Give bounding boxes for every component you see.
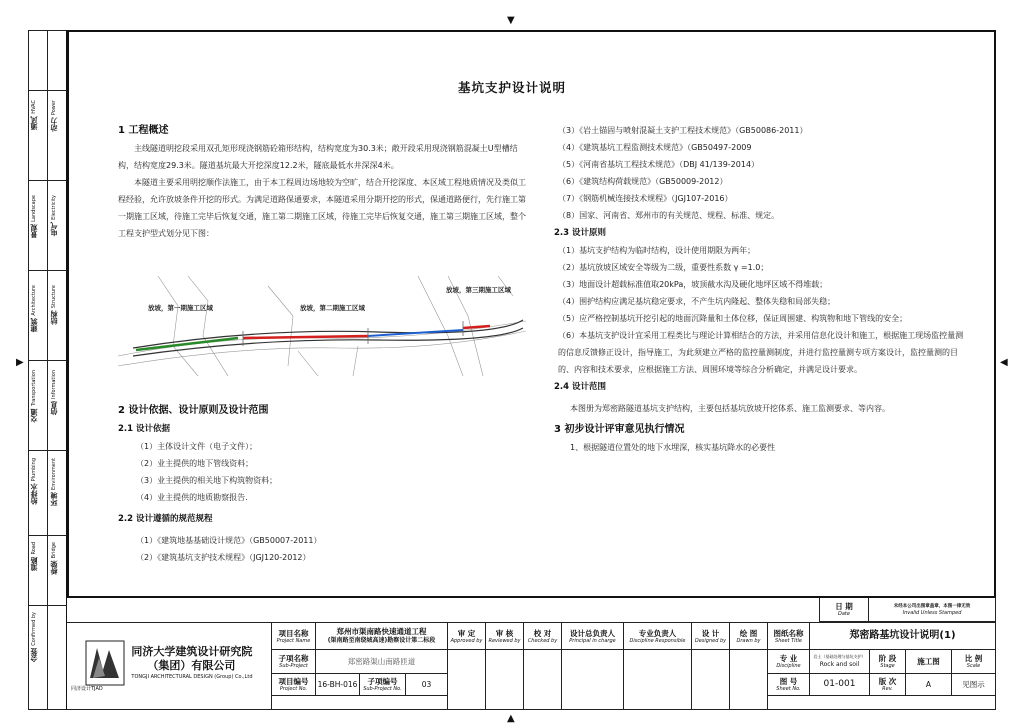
section-2-2-heading: 2.2 设计遵循的规范规程 [118,514,213,524]
code-item: （2）《建筑基坑支护技术规程》（JGJ120-2012） [136,553,311,562]
left-text-column [118,122,528,242]
role-approved: 审 定 Approved by [448,623,486,650]
company-name-cn-1: 同济大学建筑设计研究院 [131,644,253,658]
stage-value-cell: 施工图 [906,650,952,674]
project-no-value-cell: 16-BH-016 [316,674,360,696]
project-name-value-cell: 郑州市渠南路快速通道工程 (渠南路至南绕城高速)勘察设计第二标段 [316,623,448,650]
strip-label-plumbing: 给排水 Plumbing [30,458,38,505]
principle-item: （4）围护结构应满足基坑稳定要求，不产生坑内隆起、整体失稳和局部失稳； [558,297,836,306]
sub-project-label-cell: 子项名称 Sub-Project [272,650,316,674]
principle-item: （1）基坑支护结构为临时结构，设计使用期限为两年； [558,246,756,255]
scope-paragraph: 本图册为郑密路隧道基坑支护结构，主要包括基坑放坡开挖体系、施工监测要求、等内容。 [570,404,890,413]
right-text-column [554,122,964,456]
strip-label-hvac: 通风 HVAC [30,100,38,131]
principle-item: （3）地面设计超载标准值取20kPa，坡顶截水沟及硬化地坪区域不得堆载； [558,280,828,289]
signature-cell [448,650,486,710]
strip-label-landscape: 景观 Landscape [30,195,38,239]
project-name-label-cell: 项目名称 Project Name [272,623,316,650]
role-principal: 设计总负责人 Principal in charge [562,623,624,650]
right-center-mark: ◀ [1000,357,1008,368]
principle-item: （5）应严格控制基坑开挖引起的地面沉降量和土体位移，保证周围建、构筑物和地下管线的安全； [558,314,908,323]
signature-cell [524,650,562,710]
role-designed: 设 计 Designed by [692,623,730,650]
left-signature-strip [28,30,67,710]
code-item: （3）《岩土锚固与喷射混凝土支护工程技术规范》（GB50086-2011） [558,126,808,135]
principle-item: （6）本基坑支护设计宜采用工程类比与理论计算相结合的方法，并采用信息化设计和施工，根据施工现场监控量测的信息反馈修正设计，指导施工，为此须建立严格的监控量测制度，并进行监控量测专项方案设计，监控量测的目的、内容和技术要求，应根据施工方法、周围环境等综合分析确定，并满足设计要求。 [558,331,964,374]
strip-label-power: 动力 Power [50,100,58,132]
section-3-heading: 3 初步设计评审意见执行情况 [554,424,685,435]
logo-caption: 同济设计TJAD [71,685,103,692]
tjad-logo-icon [85,640,125,686]
date-label-cell: 日 期 Date [819,598,869,622]
scale-label-cell: 比 例 Scale [952,650,996,674]
strip-label-structure: 结构 Structure [50,285,58,325]
document-title: 基坑支护设计说明 [457,80,566,95]
rev-value-cell: A [906,674,952,696]
company-cell [67,623,272,710]
left-center-mark: ▶ [16,357,24,368]
stage-label-cell: 阶 段 Stage [870,650,906,674]
strip-label-architecture: 建筑 Architecture [30,285,38,333]
strip-line [28,535,67,536]
review-item: 1、根据隧道位置处的地下水埋深，核实基坑降水的必要性 [570,443,776,452]
strip-line [28,360,67,361]
code-item: （6）《建筑结构荷载规范》（GB50009-2012） [558,177,728,186]
map-label-phase-2: 放坡，第二期施工区域 [300,304,365,312]
sheet-no-value-cell: 01-001 [810,674,870,696]
left-strip-divider [47,30,48,710]
section-1-heading: 1 工程概述 [118,125,169,136]
signature-cell [692,650,730,710]
strip-label-information: 信息 Information [50,370,58,416]
strip-line [28,450,67,451]
strip-label-bridge: 桥梁 Bridge [50,542,58,575]
company-brand [85,640,252,686]
title-block [67,598,996,710]
role-drawn: 绘 图 Drawn by [730,623,768,650]
code-item: （8）国家、河南省、郑州市的有关规范、规程、标准、规定。 [558,211,780,220]
signature-cell [486,650,524,710]
left-text-column-2 [118,402,528,566]
strip-label-confirmed: 会签 Confirmed by [30,612,38,663]
signature-cell [624,650,692,710]
sheet-title-value-cell: 郑密路基坑设计说明(1) [810,623,996,650]
sheet-title-label-cell: 图纸名称 Sheet Title [768,623,810,650]
role-discipline-responsible: 专业负责人 Discipline Responsible [624,623,692,650]
sheet-no-label-cell: 图 号 Sheet No. [768,674,810,696]
basis-item: （3）业主提供的相关地下构筑物资料； [136,476,278,485]
map-label-phase-3: 放坡，第三期施工区域 [446,286,511,294]
section-2-1-heading: 2.1 设计依据 [118,424,171,434]
role-checked: 校 对 Checked by [524,623,562,650]
section-2-4-heading: 2.4 设计范围 [554,382,607,392]
code-item: （5）《河南省基坑工程技术规范》（DBJ 41/139-2014） [558,160,760,169]
sub-no-value-cell: 03 [406,674,448,696]
strip-label-electricity: 电气 Electricity [50,195,58,237]
strip-line [28,180,67,181]
section-2-heading: 2 设计依据、设计原则及设计范围 [118,405,269,416]
strip-line [28,270,67,271]
invalid-notice-cell: 未经本公司出图章盖章，本图一律无效 Invalid Unless Stamped [869,598,996,622]
basis-item: （2）业主提供的地下管线资料； [136,459,254,468]
discipline-value-cell: 岩土（基础处理与基坑支护） Rock and soil [810,650,870,674]
section-2-3-heading: 2.3 设计原则 [554,228,607,238]
empty-cell [272,696,448,710]
project-no-label-cell: 项目编号 Project No. [272,674,316,696]
company-names [131,645,252,681]
sub-no-label-cell: 子项编号 Sub-Project No. [360,674,406,696]
section-1-paragraph-1: 主线隧道明挖段采用双孔矩形现浇钢筋砼箱形结构，结构宽度为30.3米；敞开段采用现浇钢筋混凝土U型槽结构，结构宽度29.3米。隧道基坑最大开挖深度12.2米，隧底最低水井深深4米。 [118,144,518,170]
sub-project-value-cell: 郑密路渠山南路匝道 [316,650,448,674]
discipline-label-cell: 专 业 Discipline [768,650,810,674]
code-item: （7）《钢筋机械连接技术规程》（JGJ107-2016） [558,194,733,203]
bottom-center-mark: ▲ [507,713,515,724]
role-reviewed: 审 核 Reviewed by [486,623,524,650]
code-item: （1）《建筑地基基础设计规范》（GB50007-2011） [136,536,322,545]
signature-cell [730,650,768,710]
strip-line [28,605,67,606]
basis-item: （1）主体设计文件（电子文件）； [136,442,258,451]
company-name-en: TONGJI ARCHITECTURAL DESIGN (Group) Co.,Ltd [131,673,253,680]
strip-label-environment: 环境 Environment [50,458,58,507]
section-1-paragraph-2: 本隧道主要采用明挖顺作法施工，由于本工程周边场地较为空旷，结合开挖深度、本区域工程地质情况及类似工程经验，允许放坡条件开挖的形式。为满足道路保通要求，本隧道采用分期开挖的形式，保通道路便行，先行施工第一期施工区域，待施工完毕后恢复交通，施工第二期施工区域，待施工完毕后恢复交通，施工第三期施工区域，整个工程支护型式划分见下图： [118,178,526,238]
code-item: （4）《建筑基坑工程监测技术规范》（GB50497-2009 [558,143,752,152]
empty-cell [768,696,996,710]
top-center-mark: ▼ [507,15,515,26]
strip-label-road: 道路 Road [30,542,38,571]
company-name-cn-2: （集团）有限公司 [147,658,236,672]
signature-cell [562,650,624,710]
scale-value-cell: 见图示 [952,674,996,696]
basis-item: （4）业主提供的地质勘察报告. [136,493,248,502]
rev-label-cell: 版 次 Rev. [870,674,906,696]
principle-item: （2）基坑放坡区域安全等级为二级，重要性系数 γ =1.0； [558,263,769,272]
map-label-phase-1: 放坡，第一期施工区域 [148,304,213,312]
strip-label-transportation: 交通 Transportation [30,370,38,423]
